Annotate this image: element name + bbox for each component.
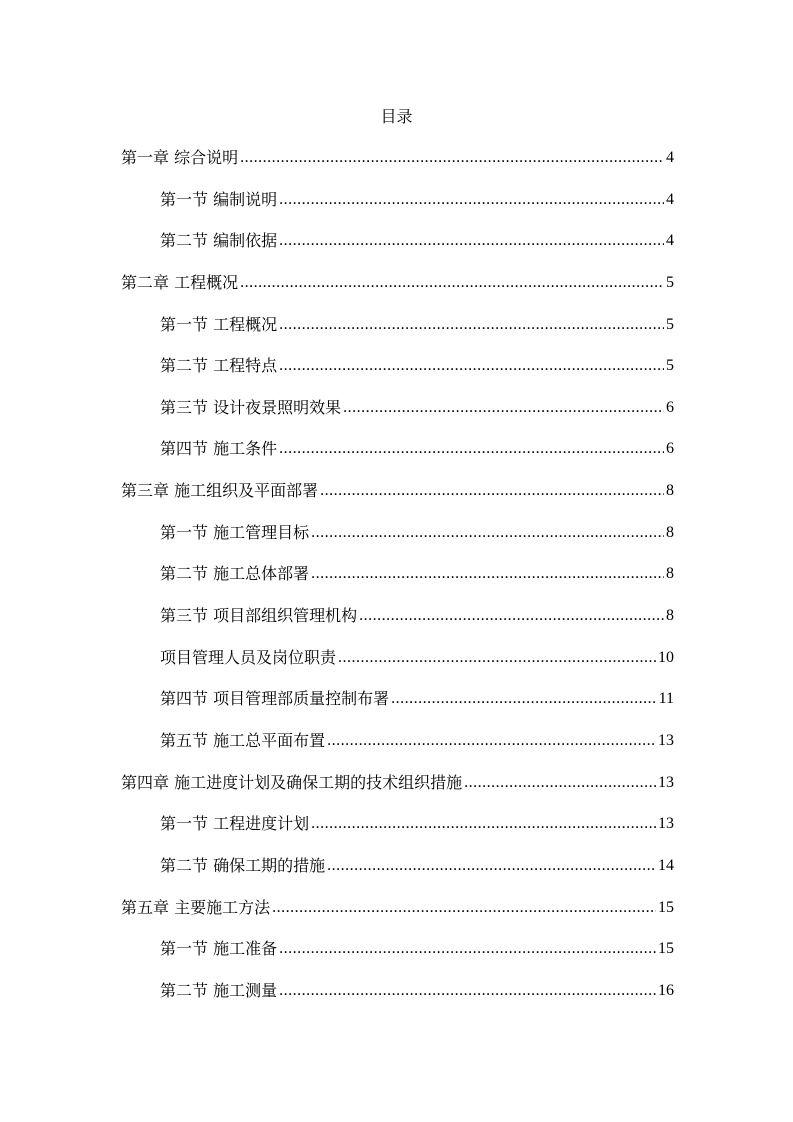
toc-entry-page: 10 [658, 648, 674, 666]
toc-entry-chapter[interactable] [121, 137, 674, 179]
toc-entry-label: 第四节 施工条件 [160, 439, 278, 459]
toc-entry-page: 8 [666, 607, 674, 625]
toc-title: 目录 [380, 107, 413, 126]
dot-leader [343, 387, 664, 429]
toc-entry-page: 13 [658, 815, 674, 833]
dot-leader [279, 428, 664, 470]
toc-entry-section[interactable] [121, 845, 674, 887]
toc-entry-page: 5 [666, 315, 674, 333]
toc-entry-chapter[interactable] [121, 262, 674, 304]
toc-entry-section[interactable] [121, 720, 674, 762]
toc-entry-section[interactable] [121, 970, 674, 1012]
toc-entry-label: 第三节 项目部组织管理机构 [160, 606, 358, 626]
toc-entry-label: 第四节 项目管理部质量控制布署 [160, 689, 390, 709]
toc-entry-section[interactable] [121, 678, 674, 720]
toc-entry-section[interactable] [121, 637, 674, 679]
dot-leader [327, 845, 656, 887]
toc-entry-page: 6 [666, 440, 674, 458]
dot-leader [464, 762, 656, 804]
toc-entry-section[interactable] [121, 803, 674, 845]
dot-leader [279, 928, 656, 970]
dot-leader [240, 262, 664, 304]
toc-entry-section[interactable] [121, 179, 674, 221]
table-of-contents [121, 137, 674, 1011]
toc-entry-label: 第二节 施工测量 [160, 980, 278, 1000]
toc-entry-label: 第二节 工程特点 [160, 356, 278, 376]
dot-leader [311, 512, 664, 554]
toc-entry-section[interactable] [121, 345, 674, 387]
toc-entry-label: 第二章 工程概况 [121, 272, 239, 292]
toc-entry-section[interactable] [121, 928, 674, 970]
toc-entry-page: 13 [658, 731, 674, 749]
toc-entry-page: 11 [658, 690, 674, 708]
toc-entry-section[interactable] [121, 595, 674, 637]
toc-entry-page: 15 [658, 898, 674, 916]
dot-leader [320, 470, 664, 512]
toc-entry-label: 项目管理人员及岗位职责 [160, 647, 337, 667]
toc-entry-label: 第二节 施工总体部署 [160, 564, 310, 584]
toc-entry-page: 5 [666, 273, 674, 291]
toc-entry-label: 第一节 施工准备 [160, 939, 278, 959]
toc-entry-label: 第三节 设计夜景照明效果 [160, 397, 342, 417]
toc-entry-page: 8 [666, 565, 674, 583]
toc-entry-label: 第二节 确保工期的措施 [160, 855, 326, 875]
dot-leader [279, 304, 664, 346]
toc-entry-page: 8 [666, 523, 674, 541]
dot-leader [279, 345, 664, 387]
toc-entry-chapter[interactable] [121, 887, 674, 929]
dot-leader [279, 220, 664, 262]
toc-entry-chapter[interactable] [121, 470, 674, 512]
dot-leader [279, 970, 656, 1012]
dot-leader [327, 720, 656, 762]
toc-entry-section[interactable] [121, 428, 674, 470]
toc-entry-section[interactable] [121, 387, 674, 429]
toc-entry-label: 第四章 施工进度计划及确保工期的技术组织措施 [121, 772, 463, 792]
toc-entry-section[interactable] [121, 512, 674, 554]
toc-entry-page: 8 [666, 482, 674, 500]
toc-entry-section[interactable] [121, 553, 674, 595]
dot-leader [391, 678, 657, 720]
toc-entry-section[interactable] [121, 304, 674, 346]
toc-entry-label: 第一节 工程概况 [160, 314, 278, 334]
toc-entry-label: 第五节 施工总平面布置 [160, 730, 326, 750]
toc-entry-chapter[interactable] [121, 762, 674, 804]
dot-leader [272, 887, 656, 929]
toc-entry-section[interactable] [121, 220, 674, 262]
toc-entry-label: 第一节 施工管理目标 [160, 522, 310, 542]
dot-leader [279, 179, 664, 221]
toc-entry-page: 14 [658, 856, 674, 874]
toc-entry-label: 第一章 综合说明 [121, 147, 239, 167]
toc-entry-page: 15 [658, 940, 674, 958]
dot-leader [240, 137, 664, 179]
toc-entry-page: 13 [658, 773, 674, 791]
dot-leader [311, 803, 656, 845]
toc-entry-page: 16 [658, 981, 674, 999]
toc-entry-label: 第二节 编制依据 [160, 231, 278, 251]
toc-entry-page: 5 [666, 357, 674, 375]
toc-entry-label: 第一节 工程进度计划 [160, 814, 310, 834]
toc-entry-label: 第一节 编制说明 [160, 189, 278, 209]
dot-leader [359, 595, 664, 637]
toc-entry-label: 第五章 主要施工方法 [121, 897, 271, 917]
toc-entry-label: 第三章 施工组织及平面部署 [121, 481, 319, 501]
toc-entry-page: 4 [666, 190, 674, 208]
toc-entry-page: 4 [666, 148, 674, 166]
toc-entry-page: 4 [666, 232, 674, 250]
toc-entry-page: 6 [666, 398, 674, 416]
dot-leader [338, 637, 656, 679]
dot-leader [311, 553, 664, 595]
